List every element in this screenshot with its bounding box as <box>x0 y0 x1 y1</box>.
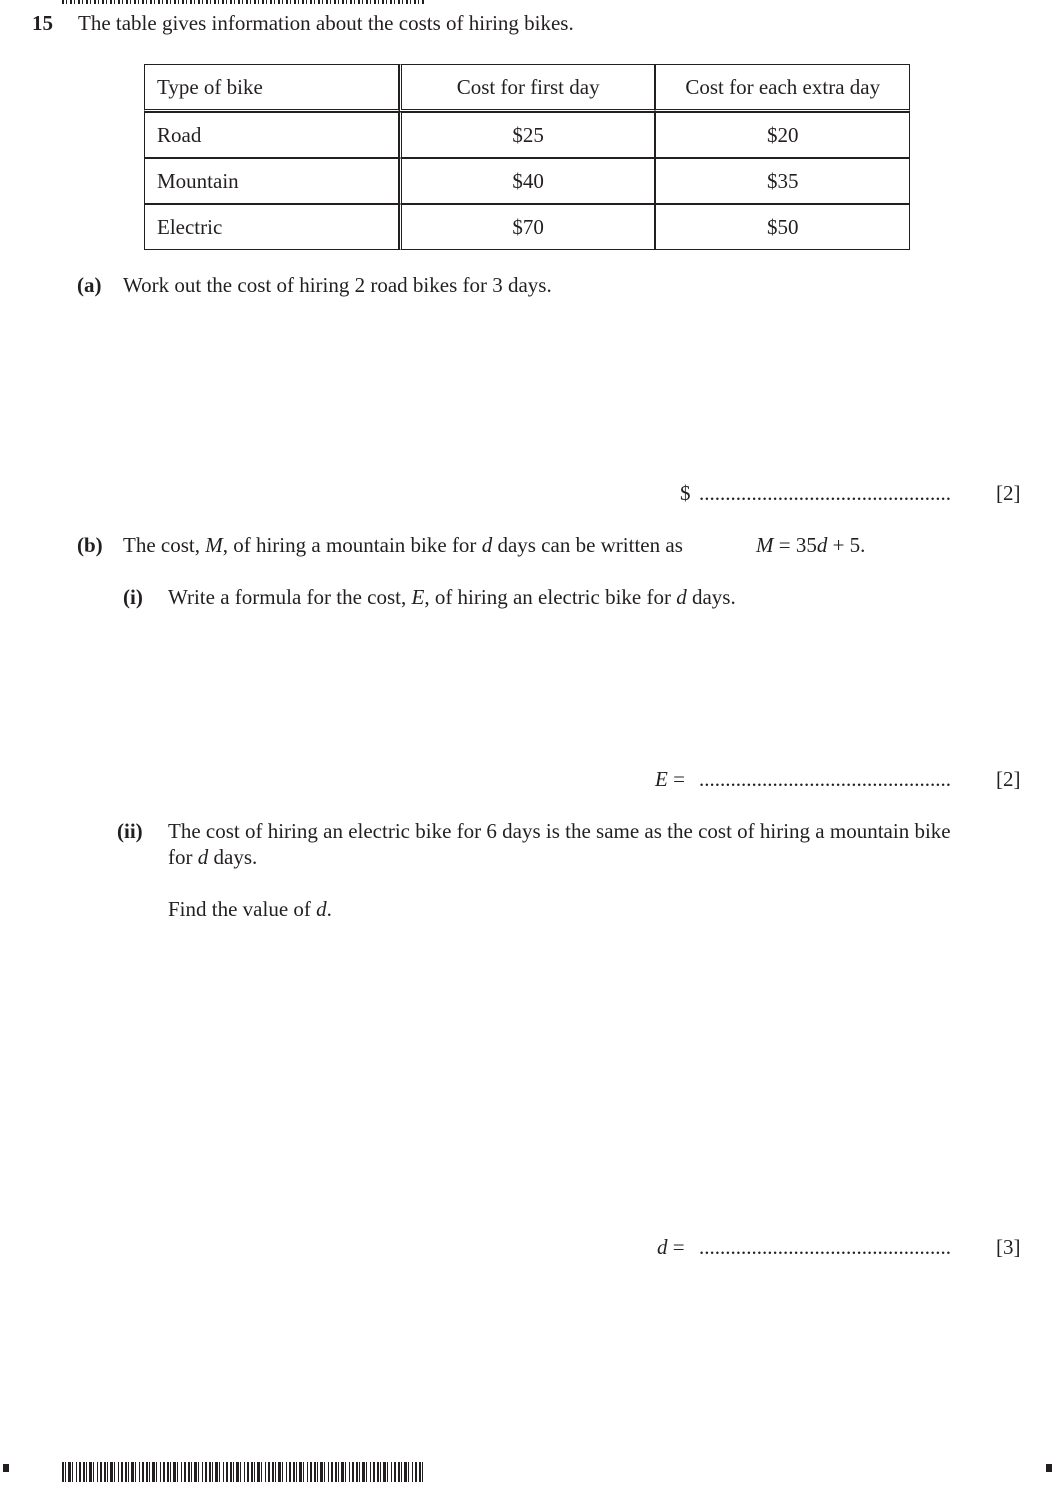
var-d: d <box>197 845 209 869</box>
table-header-cell: Cost for each extra day <box>655 64 910 112</box>
table-cell-type: Road <box>144 112 399 158</box>
var-e: E <box>411 585 425 609</box>
table-cell-extra-day: $50 <box>655 204 910 250</box>
part-b-i-text <box>168 585 736 610</box>
question-number: 15 <box>32 11 53 35</box>
answer-var-e: E <box>655 767 668 791</box>
part-a-label: (a) <box>77 273 102 297</box>
part-a-text: Work out the cost of hiring 2 road bikes for 3 days. <box>123 273 552 297</box>
find-text-b: . <box>326 897 332 921</box>
part-b-i-label: (i) <box>123 585 143 609</box>
table-row <box>144 204 910 250</box>
table-header-cell: Type of bike <box>144 64 399 112</box>
part-b-i-answer-line[interactable]: ................................................ <box>699 767 951 791</box>
part-b-i-answer-label <box>655 767 685 792</box>
part-a-answer-line[interactable]: ................................................ <box>699 481 951 505</box>
var-d: d <box>481 533 493 557</box>
bike-cost-table <box>144 64 910 250</box>
find-text-a: Find the value of <box>168 897 317 921</box>
formula-rest-2: + 5. <box>827 533 866 557</box>
table-cell-first-day: $40 <box>399 158 656 204</box>
registration-mark-left <box>3 1464 9 1472</box>
part-b-formula <box>756 533 865 558</box>
part-b-i-text-1: Write a formula for the cost, <box>168 585 412 609</box>
question-intro: The table gives information about the costs of hiring bikes. <box>78 11 574 35</box>
part-a-marks: [2] <box>996 481 1021 505</box>
table-cell-type: Mountain <box>144 158 399 204</box>
table-header-cell: Cost for first day <box>399 64 656 112</box>
formula-var-m: M <box>756 533 774 557</box>
part-b-ii-find <box>168 897 332 922</box>
table-cell-first-day: $70 <box>399 204 656 250</box>
part-b-text-1: The cost, <box>123 533 206 557</box>
part-b-text-2: , of hiring a mountain bike for <box>222 533 482 557</box>
var-d: d <box>316 897 327 921</box>
var-m: M <box>205 533 223 557</box>
table-cell-type: Electric <box>144 204 399 250</box>
formula-rest-1: = 35 <box>773 533 817 557</box>
part-b-label: (b) <box>77 533 103 557</box>
part-b-ii-answer-line[interactable]: ................................................ <box>699 1235 951 1259</box>
part-b-ii-line-1: The cost of hiring an electric bike for 6 days is the same as the cost of hiring a mountain bike <box>168 819 951 843</box>
part-b-ii-marks: [3] <box>996 1235 1021 1259</box>
answer-equals: = <box>667 1235 685 1259</box>
table-cell-first-day: $25 <box>399 112 656 158</box>
part-b-i-text-3: days. <box>686 585 736 609</box>
answer-var-d: d <box>657 1235 668 1259</box>
top-barcode-strip <box>62 0 424 4</box>
registration-mark-right <box>1046 1464 1052 1472</box>
line-2-text-b: days. <box>208 845 258 869</box>
part-a-answer-prefix: $ <box>680 481 691 505</box>
table-row <box>144 158 910 204</box>
var-d: d <box>676 585 687 609</box>
part-b-text <box>123 533 683 558</box>
barcode <box>62 1462 424 1482</box>
table-cell-extra-day: $35 <box>655 158 910 204</box>
line-2-text-a: for <box>168 845 198 869</box>
formula-var-d: d <box>816 533 828 557</box>
part-b-ii-answer-label <box>657 1235 685 1260</box>
part-b-text-3: days can be written as <box>492 533 683 557</box>
answer-equals: = <box>667 767 685 791</box>
table-cell-extra-day: $20 <box>655 112 910 158</box>
table-header-row <box>144 64 910 112</box>
part-b-ii-line-2 <box>168 845 257 870</box>
part-b-i-marks: [2] <box>996 767 1021 791</box>
table-row <box>144 112 910 158</box>
part-b-i-text-2: , of hiring an electric bike for <box>424 585 677 609</box>
part-b-ii-label: (ii) <box>117 819 143 843</box>
